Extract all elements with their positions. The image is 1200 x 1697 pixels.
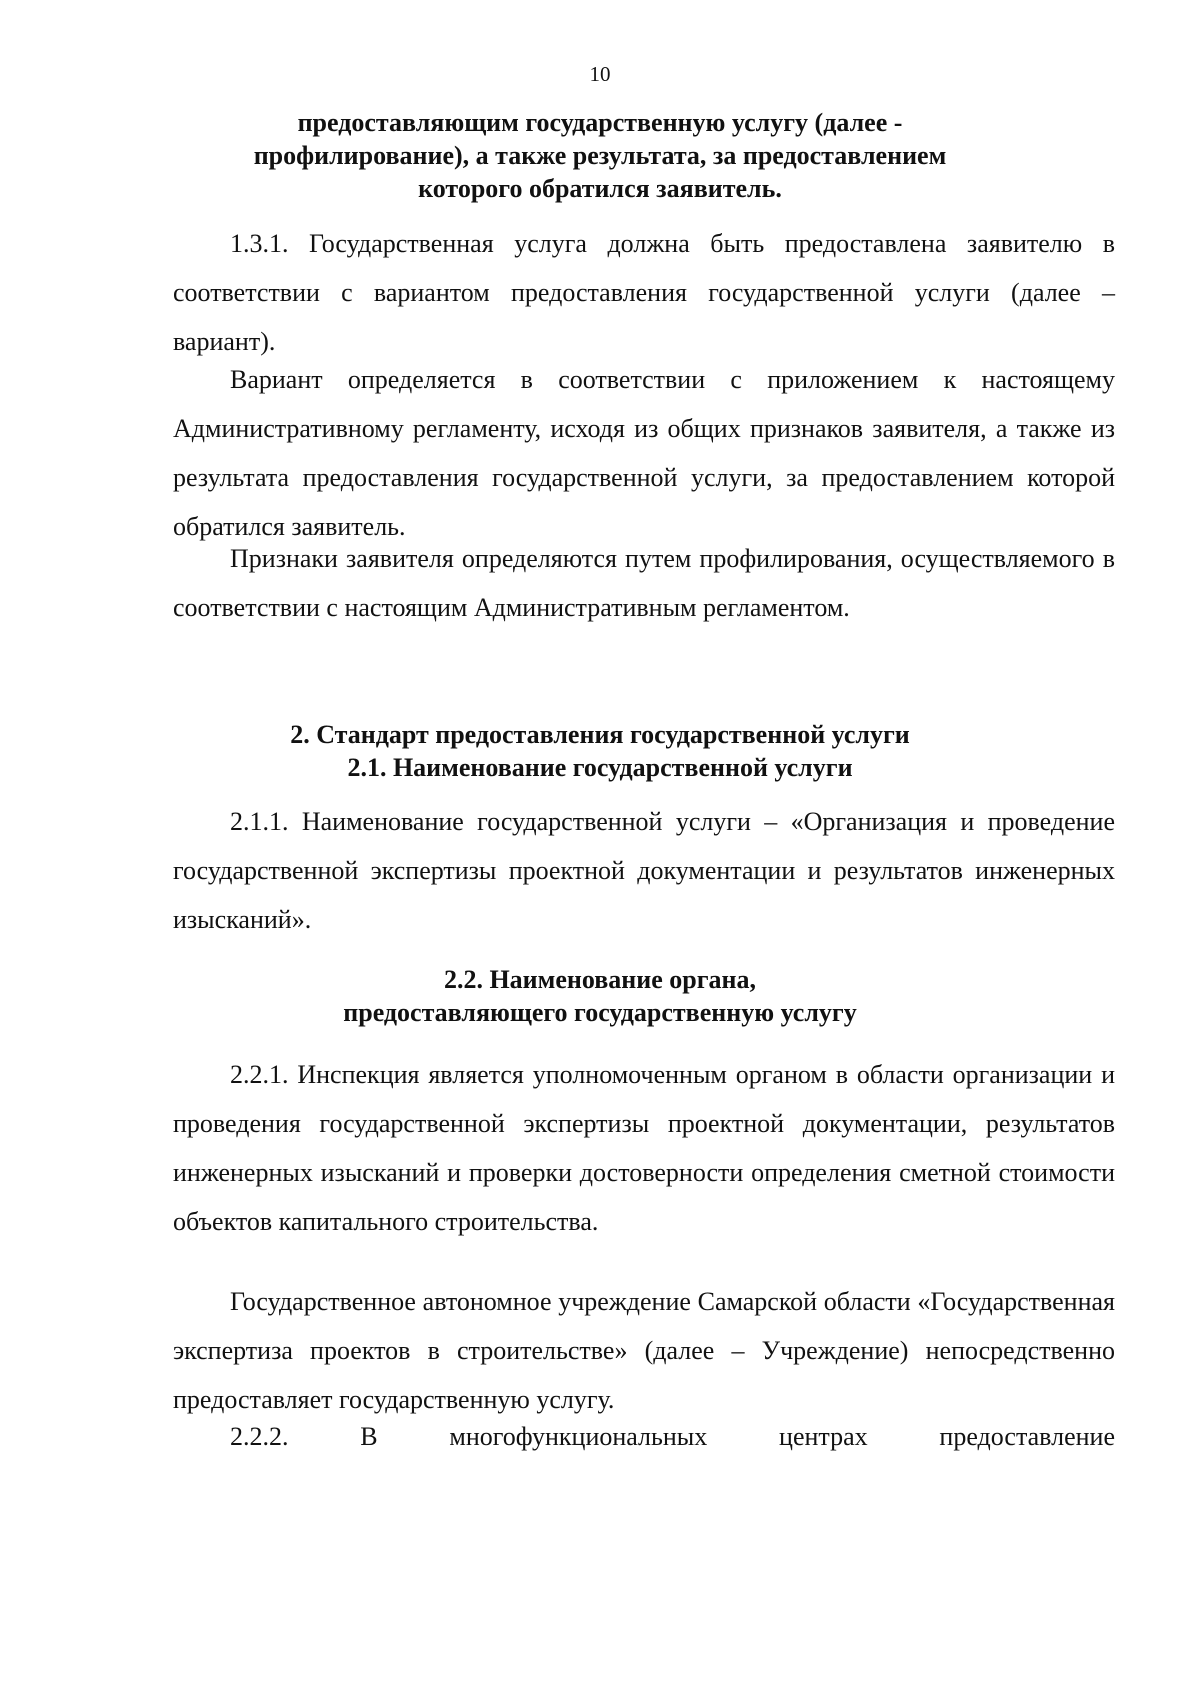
paragraph-1-3-1: 1.3.1. Государственная услуга должна быть предоставлена заявителю в соответствии с вариантом предоставления государственной услуги (далее – вариант).: [173, 229, 1115, 356]
heading-continuation: [160, 106, 1040, 205]
paragraph-2-2-2: 2.2.2. В многофункциональных центрах предоставление: [230, 1422, 1115, 1451]
section-2-heading: [160, 718, 1040, 784]
heading-line: предоставляющим государственную услугу (далее -: [297, 108, 903, 137]
section-2-title: 2. Стандарт предоставления государственной услуги: [290, 720, 910, 749]
section-2-1-title: 2.1. Наименование государственной услуги: [347, 753, 853, 782]
section-2-2-title-line: предоставляющего государственную услугу: [343, 998, 857, 1027]
paragraph-2-1-1: 2.1.1. Наименование государственной услуги – «Организация и проведение государственной экспертизы проектной документации и результатов инженерных изысканий».: [173, 807, 1115, 934]
paragraph-2-2-1: 2.2.1. Инспекция является уполномоченным органом в области организации и проведения государственной экспертизы проектной документации, результатов инженерных изысканий и проверки достоверности определения сметной стоимости объектов капитального строительства.: [173, 1060, 1115, 1236]
heading-line: профилирование), а также результата, за предоставлением: [253, 141, 947, 170]
section-2-2-heading: [160, 963, 1040, 1029]
heading-line: которого обратился заявитель.: [418, 174, 782, 203]
paragraph-institution: Государственное автономное учреждение Самарской области «Государственная экспертиза проектов в строительстве» (далее – Учреждение) непосредственно предоставляет государственную услугу.: [173, 1287, 1115, 1414]
paragraph-signs: Признаки заявителя определяются путем профилирования, осуществляемого в соответствии с настоящим Административным регламентом.: [173, 544, 1115, 622]
section-2-2-title-line: 2.2. Наименование органа,: [443, 965, 757, 994]
page-number: 10: [589, 62, 611, 86]
paragraph-variant: Вариант определяется в соответствии с приложением к настоящему Административному регламенту, исходя из общих признаков заявителя, а также из результата предоставления государственной услуги, за предоставлением которой обратился заявитель.: [173, 365, 1115, 541]
